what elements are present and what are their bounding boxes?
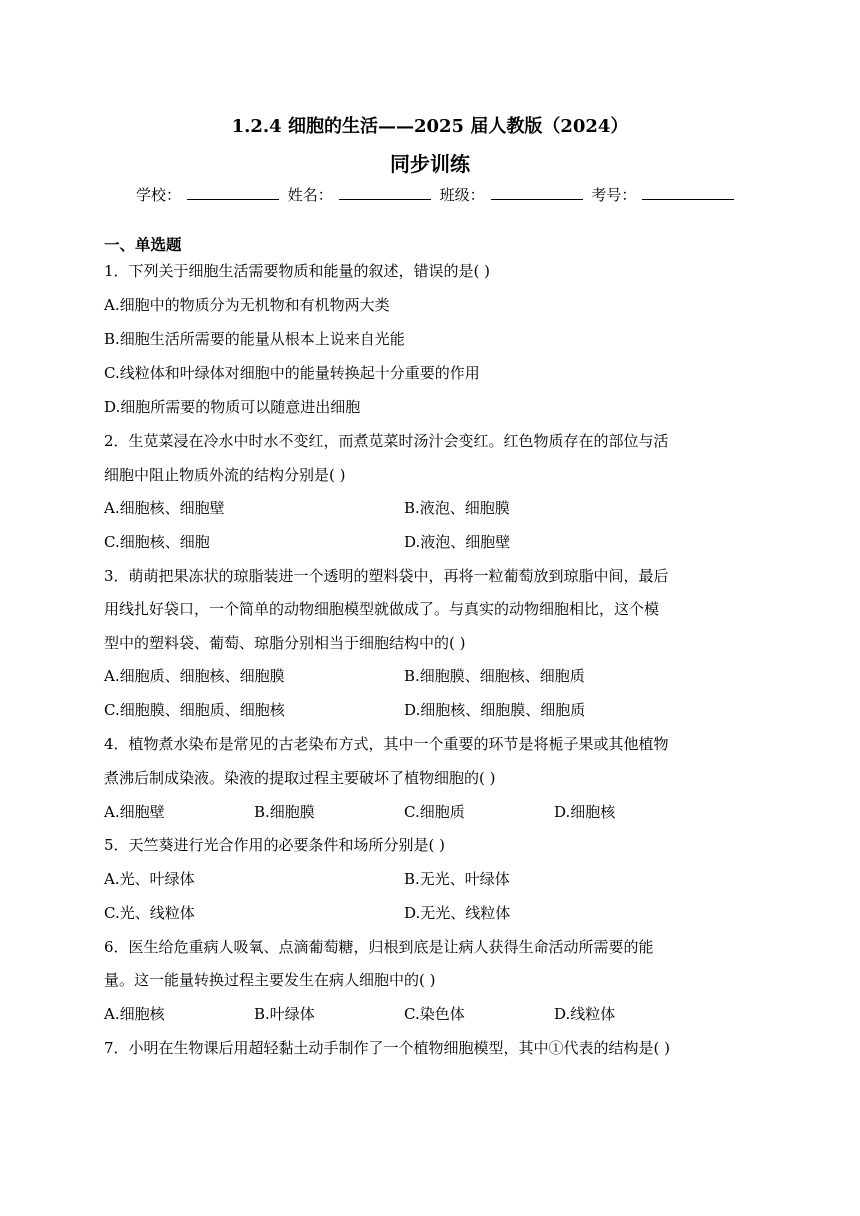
question-5-option-c: C.光、线粒体 — [104, 904, 195, 922]
name-label: 姓名： — [287, 186, 333, 204]
question-4-option-a: A.细胞壁 — [104, 803, 165, 821]
question-4-stem-line1: 4．植物煮水染布是常见的古老染布方式，其中一个重要的环节是将栀子果或其他植物 — [104, 735, 669, 753]
question-4-option-d: D.细胞核 — [554, 803, 616, 821]
question-2-option-a: A.细胞核、细胞壁 — [104, 499, 225, 517]
school-blank[interactable] — [187, 185, 279, 200]
document-title: 1.2.4 细胞的生活——2025 届人教版（2024） — [231, 116, 629, 137]
school-label: 学校： — [136, 186, 182, 204]
exam-number-blank[interactable] — [642, 185, 734, 200]
section-title: 一、单选题 — [104, 236, 182, 254]
question-5-option-b: B.无光、叶绿体 — [404, 870, 510, 888]
question-2-stem-line1: 2．生苋菜浸在冷水中时水不变红，而煮苋菜时汤汁会变红。红色物质存在的部位与活 — [104, 432, 669, 450]
question-6-option-d: D.线粒体 — [554, 1005, 616, 1023]
name-blank[interactable] — [339, 185, 431, 200]
question-4-option-b: B.细胞膜 — [254, 803, 315, 821]
question-3-option-b: B.细胞膜、细胞核、细胞质 — [404, 667, 585, 685]
question-3-option-a: A.细胞质、细胞核、细胞膜 — [104, 667, 285, 685]
question-1-option-c: C.线粒体和叶绿体对细胞中的能量转换起十分重要的作用 — [104, 364, 480, 382]
question-1-option-b: B.细胞生活所需要的能量从根本上说来自光能 — [104, 330, 405, 348]
question-6-option-b: B.叶绿体 — [254, 1005, 315, 1023]
question-1-option-a: A.细胞中的物质分为无机物和有机物两大类 — [104, 296, 390, 314]
question-6-option-a: A.细胞核 — [104, 1005, 165, 1023]
question-1-stem: 1．下列关于细胞生活需要物质和能量的叙述，错误的是( ) — [104, 262, 491, 280]
question-3-option-c: C.细胞膜、细胞质、细胞核 — [104, 701, 285, 719]
question-3-stem-line1: 3．萌萌把果冻状的琼脂装进一个透明的塑料袋中，再将一粒葡萄放到琼脂中间，最后 — [104, 567, 669, 585]
question-4-option-c: C.细胞质 — [404, 803, 465, 821]
question-3-stem-line2: 用线扎好袋口，一个简单的动物细胞模型就做成了。与真实的动物细胞相比，这个模 — [104, 600, 660, 618]
question-4-stem-line2: 煮沸后制成染液。染液的提取过程主要破坏了植物细胞的( ) — [104, 769, 496, 787]
document-subtitle: 同步训练 — [390, 152, 470, 176]
question-5-option-d: D.无光、线粒体 — [404, 904, 511, 922]
question-2-option-d: D.液泡、细胞壁 — [404, 533, 511, 551]
question-3-option-d: D.细胞核、细胞膜、细胞质 — [404, 701, 586, 719]
question-5-option-a: A.光、叶绿体 — [104, 870, 195, 888]
question-2-stem-line2: 细胞中阻止物质外流的结构分别是( ) — [104, 466, 346, 484]
question-7-stem: 7．小明在生物课后用超轻黏土动手制作了一个植物细胞模型，其中①代表的结构是( ) — [104, 1039, 671, 1057]
class-blank[interactable] — [491, 185, 583, 200]
question-2-option-c: C.细胞核、细胞 — [104, 533, 210, 551]
class-label: 班级： — [439, 186, 485, 204]
question-6-stem-line1: 6．医生给危重病人吸氧、点滴葡萄糖，归根到底是让病人获得生命活动所需要的能 — [104, 938, 654, 956]
question-6-stem-line2: 量。这一能量转换过程主要发生在病人细胞中的( ) — [104, 971, 436, 989]
question-6-option-c: C.染色体 — [404, 1005, 465, 1023]
question-3-stem-line3: 型中的塑料袋、葡萄、琼脂分别相当于细胞结构中的( ) — [104, 634, 466, 652]
exam-number-label: 考号： — [591, 186, 637, 204]
question-2-option-b: B.液泡、细胞膜 — [404, 499, 510, 517]
question-5-stem: 5．天竺葵进行光合作用的必要条件和场所分别是( ) — [104, 836, 446, 854]
question-1-option-d: D.细胞所需要的物质可以随意进出细胞 — [104, 398, 361, 416]
student-info-line — [136, 184, 738, 205]
